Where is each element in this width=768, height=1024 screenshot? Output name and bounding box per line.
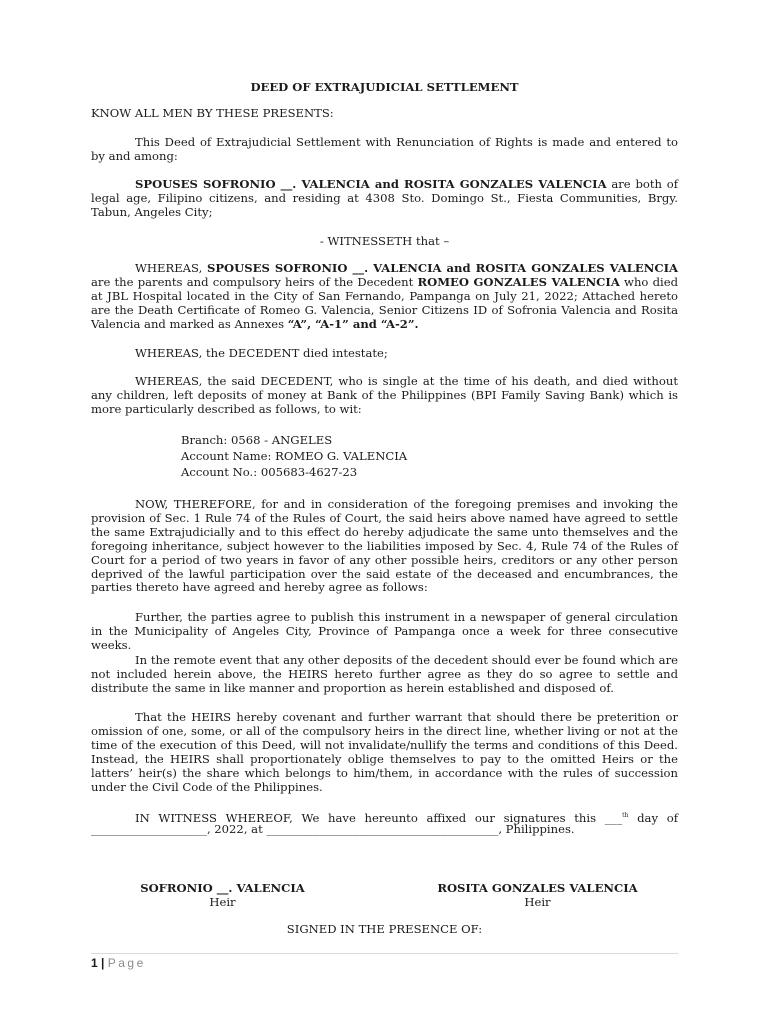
intro-paragraph: This Deed of Extrajudicial Settlement with Renunciation of Rights is made and entered to by and among: [91, 135, 678, 163]
account-name: Account Name: ROMEO G. VALENCIA [181, 449, 408, 463]
whereas-details: who died at JBL Hospital located in the City of San Fernando, Pampanga on July 21, 2022; Attached hereto are the Death Certificate of Romeo G. Valencia, Senior Citizens ID of Sofronia Valencia and Rosita Valencia and marked as Annexes [91, 274, 679, 331]
parties-description: are both of legal age, Filipino citizens, and residing at 4308 Sto. Domingo St., Fiesta Communities, Brgy. Tabun, Angeles City; [91, 177, 679, 219]
page-number: 1 [91, 956, 98, 970]
signatory-sofronio-name: SOFRONIO __. VALENCIA [140, 881, 305, 895]
annexes-label: “A”, “A-1” and “A-2”. [287, 316, 419, 331]
account-number: Account No.: 005683-4627-23 [181, 465, 358, 479]
now-therefore-paragraph: NOW, THEREFORE, for and in consideration of the foregoing premises and invoking the provision of Sec. 1 Rule 74 of the Rules of Court, the said heirs above named have agreed to settle the same Extrajudicially and to this effect do hereby adjudicate the same unto themselves and the foregoing inheritance, subject however to the liabilities imposed by Sec. 4, Rule 74 of the Rules of Court for a period of two years in favor of any other possible heirs, creditors or any other person deprived of the lawful participation over the said estate of the deceased and encumbrances, the parties thereto have agreed and hereby agree as follows: [91, 497, 678, 595]
decedent-name: ROMEO GONZALES VALENCIA [417, 274, 620, 289]
signatory-rosita-name: ROSITA GONZALES VALENCIA [437, 881, 638, 895]
signatory-rosita-role: Heir [524, 895, 551, 909]
know-all-men-line: KNOW ALL MEN BY THESE PRESENTS: [91, 106, 334, 120]
spouses-names: SPOUSES SOFRONIO __. VALENCIA and ROSITA GONZALES VALENCIA [206, 261, 678, 275]
whereas-intestate-paragraph: WHEREAS, the DECEDENT died intestate; [135, 346, 388, 360]
whereas-parents-paragraph [91, 262, 678, 332]
witness-text: IN WITNESS WHEREOF, We have hereunto affixed our signatures this ___ [135, 810, 623, 825]
remote-event-paragraph: In the remote event that any other deposits of the decedent should ever be found which are not included herein above, the HEIRS hereto further agree as they do so agree to settle and distribute the same in like manner and proportion as herein established and disposed of. [91, 653, 678, 695]
account-branch: Branch: 0568 - ANGELES [181, 433, 333, 447]
witness-whereof-line2: ____________________, 2022, at ________________________________________, Philippines. [91, 822, 575, 836]
whereas-deposits-paragraph: WHEREAS, the said DECEDENT, who is single at the time of his death, and died without any children, left deposits of money at Bank of the Philippines (BPI Family Saving Bank) which is more particularly described as follows, to wit: [91, 374, 678, 416]
page-footer [91, 956, 146, 970]
parties-names: SPOUSES SOFRONIO __. VALENCIA and ROSITA GONZALES VALENCIA [135, 177, 607, 191]
witness-superscript: th [622, 812, 629, 819]
witness-day-of: day of [628, 810, 678, 825]
publication-paragraph: Further, the parties agree to publish this instrument in a newspaper of general circulation in the Municipality of Angeles City, Province of Pampanga once a week for three consecutive weeks. [91, 610, 678, 652]
covenant-paragraph: That the HEIRS hereby covenant and further warrant that should there be preterition or omission of one, some, or all of the compulsory heirs in the direct line, whether living or not at the time of the execution of this Deed, will not invalidate/nullify the terms and conditions of this Deed. Instead, the HEIRS shall proportionately oblige themselves to pay to the omitted Heirs or the latters’ heir(s) the share which belongs to him/them, in accordance with the rules of succession under the Civil Code of the Philippines. [91, 710, 678, 794]
signatory-sofronio-role: Heir [209, 895, 236, 909]
page-label: Page [107, 956, 146, 970]
parties-paragraph [91, 178, 678, 220]
whereas-label: WHEREAS, [135, 261, 207, 275]
footer-separator: | [101, 956, 105, 970]
footer-divider [91, 953, 678, 954]
witnesseth-line: - WITNESSETH that – [319, 234, 450, 248]
document-title: DEED OF EXTRAJUDICIAL SETTLEMENT [250, 80, 519, 94]
signed-in-presence-heading: SIGNED IN THE PRESENCE OF: [286, 922, 483, 936]
whereas-text: are the parents and compulsory heirs of the Decedent [91, 274, 418, 289]
